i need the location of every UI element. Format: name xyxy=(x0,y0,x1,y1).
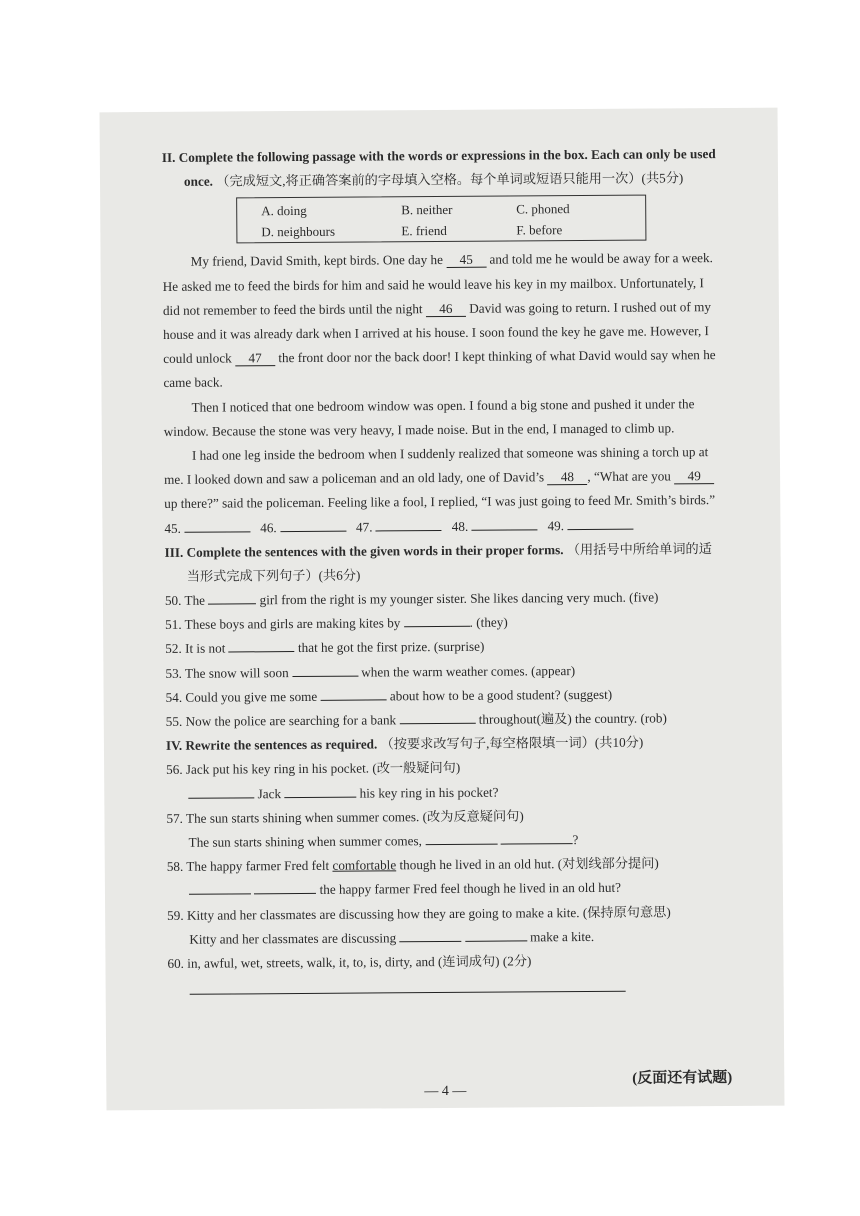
question-number: 59. xyxy=(167,907,184,923)
answer-blank[interactable] xyxy=(208,603,256,604)
passage-text: , “What are you xyxy=(587,468,675,485)
question-50 xyxy=(165,585,725,613)
passage-text: David was going to return. I rushed out of my house and it was already dark when I arrived at his house. I soon found the key he gave me. However, I could unlock xyxy=(163,298,711,367)
blank-47[interactable]: 47 xyxy=(235,351,275,366)
answer-blank[interactable] xyxy=(400,941,462,942)
blank-49[interactable]: 49 xyxy=(674,469,714,484)
word-box xyxy=(236,195,646,244)
answer-blank[interactable] xyxy=(292,675,358,676)
question-number: 50. xyxy=(164,592,182,608)
passage-text: the front door nor the back door! I kept thinking of what David would say when he came back. xyxy=(163,347,716,391)
question-text: that he got the first prize. (surprise) xyxy=(294,639,485,656)
answer-45 xyxy=(164,516,250,541)
line-text: The sun starts shining when summer comes, xyxy=(188,833,426,850)
exam-sheet xyxy=(100,108,785,1111)
question-number: 52. xyxy=(165,641,182,657)
answer-blank[interactable] xyxy=(254,893,316,894)
answer-label: 49. xyxy=(547,517,565,533)
underlined-word: comfortable xyxy=(332,857,397,874)
passage-text: up there?” said the policeman. Feeling like a fool, I replied, “I was just going to feed Mr. Smith’s birds.” xyxy=(164,492,716,512)
line-text: ? xyxy=(572,832,579,848)
word-box-row-2 xyxy=(237,219,645,243)
answer-47-blank[interactable] xyxy=(376,530,442,531)
answer-blank[interactable] xyxy=(321,699,387,700)
question-text: though he lived in an old hut. (对划线部分提问) xyxy=(396,855,659,873)
question-text: in, awful, wet, streets, walk, it, to, is, dirty, and (连词成句) (2分) xyxy=(187,953,532,971)
option-b: B. neither xyxy=(401,202,453,218)
answer-label: 46. xyxy=(260,519,277,535)
passage-text: and told me he would be away for a week. He asked me to feed the birds for him and said he would leave his key in my mailbox. Unfortunately, I did not remember to feed the birds until the night xyxy=(162,250,713,318)
answer-46 xyxy=(260,515,346,540)
line-text: the happy farmer Fred feel though he lived in an old hut? xyxy=(316,880,621,898)
answer-label: 48. xyxy=(451,518,469,534)
section-3-instruction: （用括号中所给单词的适当形式完成下列句子）(共6分) xyxy=(186,540,712,584)
question-number: 58. xyxy=(166,859,184,875)
answer-47 xyxy=(356,515,442,540)
section-4-title: IV. Rewrite the sentences as required. xyxy=(165,736,378,754)
answer-49 xyxy=(547,513,633,538)
answer-blank[interactable] xyxy=(501,843,573,845)
answer-48 xyxy=(452,514,538,539)
answer-46-blank[interactable] xyxy=(280,530,346,531)
section-3-title: III. Complete the sentences with the given words in their proper forms. xyxy=(164,541,564,560)
line-text: Jack xyxy=(254,785,285,801)
section-3-heading xyxy=(165,537,725,589)
answer-49-blank[interactable] xyxy=(567,528,633,529)
question-text: Now the police are searching for a bank xyxy=(185,712,400,729)
section-4-heading xyxy=(166,730,726,758)
question-60 xyxy=(167,948,727,976)
passage-text: My friend, David Smith, kept birds. One day he xyxy=(190,252,447,270)
question-number: 51. xyxy=(165,617,182,633)
line-text: Kitty and her classmates are discussing xyxy=(189,930,400,947)
question-number: 54. xyxy=(165,689,183,705)
passage-paragraph-2: Then I noticed that one bedroom window was open. I found a big stone and pushed it under the window. Because the stone was very heavy, I made noise. But in the end, I managed to climb up. xyxy=(163,395,695,439)
question-number: 53. xyxy=(165,665,182,681)
blank-45[interactable]: 45 xyxy=(446,253,486,268)
question-text: Could you give me some xyxy=(185,688,321,705)
question-number: 57. xyxy=(166,810,183,826)
blank-48[interactable]: 48 xyxy=(547,470,587,485)
question-text: The xyxy=(184,592,209,608)
question-number: 60. xyxy=(167,955,185,972)
option-e: E. friend xyxy=(401,223,447,239)
question-text: It is not xyxy=(185,640,229,657)
question-text: Jack put his key ring in his pocket. (改一般疑问句) xyxy=(185,760,461,778)
passage-text: I had one leg inside the bedroom when I suddenly realized that someone was shining a torch up at me. I looked down and saw a policeman and an old lady, one of David’s xyxy=(164,444,709,488)
question-text: Kitty and her classmates are discussing how they are going to make a kite. (保持原句意思) xyxy=(186,904,671,923)
continued-note: (反面还有试题) xyxy=(632,1069,733,1087)
question-text: The snow will soon xyxy=(184,664,293,681)
answer-blank[interactable] xyxy=(399,723,475,725)
question-text: The sun starts shining when summer comes. (改为反意疑问句) xyxy=(185,808,524,826)
section-4-instruction: （按要求改写句子,每空格限填一词）(共10分) xyxy=(380,734,644,752)
question-text: The happy farmer Fred felt xyxy=(186,858,333,875)
section-2-instruction: （完成短文,将正确答案前的字母填入空格。每个单词或短语只能用一次）(共5分) xyxy=(216,170,684,189)
line-text: his key ring in his pocket? xyxy=(356,784,499,801)
answer-blank[interactable] xyxy=(189,894,251,895)
answer-blank[interactable] xyxy=(465,940,527,941)
option-f: F. before xyxy=(516,222,563,238)
passage-paragraph-1 xyxy=(162,246,723,395)
answer-label: 45. xyxy=(164,520,181,536)
question-text: These boys and girls are making kites by xyxy=(184,615,404,633)
question-text: girl from the right is my younger sister. She likes dancing very much. (five) xyxy=(256,589,659,608)
answer-blank[interactable] xyxy=(188,797,254,798)
answer-blank[interactable] xyxy=(404,626,470,627)
answer-48-blank[interactable] xyxy=(472,529,538,530)
line-text: make a kite. xyxy=(526,928,595,945)
answer-blank[interactable] xyxy=(284,796,356,798)
question-60-answer-line[interactable] xyxy=(190,975,626,995)
answer-label: 47. xyxy=(355,519,373,535)
option-d: D. neighbours xyxy=(261,224,336,240)
question-58 xyxy=(167,851,727,879)
option-c: C. phoned xyxy=(516,201,570,217)
question-text: about how to be a good student? (suggest) xyxy=(386,686,613,704)
question-text: when the warm weather comes. (appear) xyxy=(357,662,576,680)
blank-46[interactable]: 46 xyxy=(426,302,466,317)
question-59 xyxy=(167,900,727,928)
passage-paragraph-3 xyxy=(164,440,724,517)
question-number: 56. xyxy=(166,762,183,778)
answer-45-blank[interactable] xyxy=(184,531,250,532)
word-box-row-1 xyxy=(237,198,645,222)
option-a: A. doing xyxy=(261,203,307,219)
question-text: . (they) xyxy=(469,614,508,631)
section-2-heading xyxy=(162,142,722,194)
answer-blank[interactable] xyxy=(229,651,295,652)
section-2-title: II. Complete the following passage with the words or expressions in the box. Each can only be used once. xyxy=(161,146,716,189)
question-text: throughout(遍及) the country. (rob) xyxy=(475,710,667,727)
question-number: 55. xyxy=(165,713,183,729)
page-number: — 4 — xyxy=(424,1083,467,1100)
answer-blank[interactable] xyxy=(425,844,497,846)
